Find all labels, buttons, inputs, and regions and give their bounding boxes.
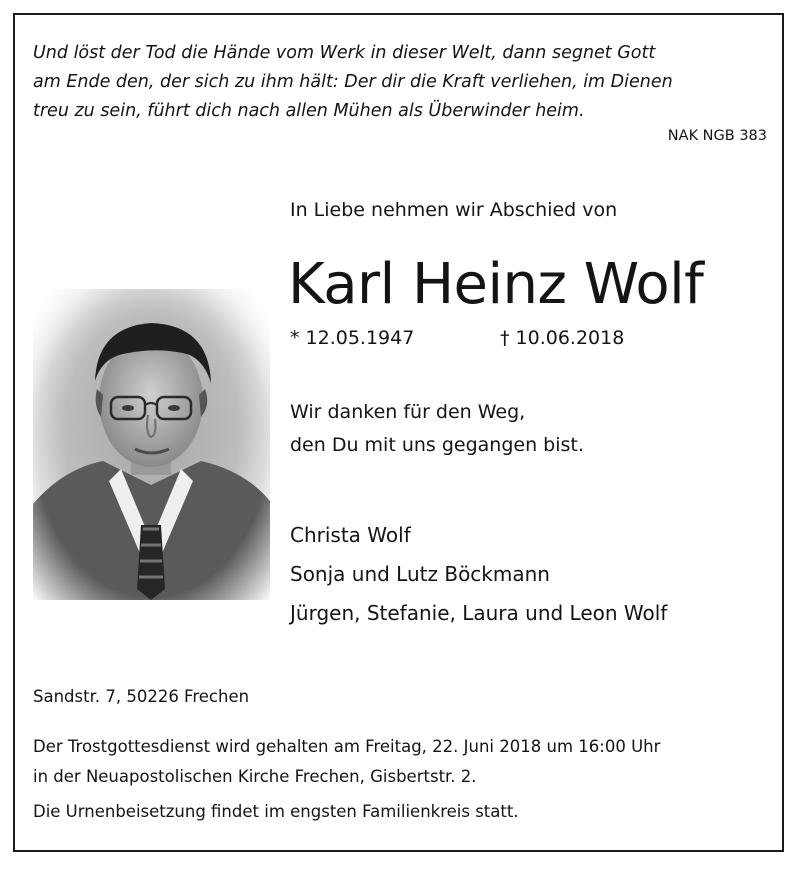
deceased-name: Karl Heinz Wolf	[288, 252, 704, 317]
birth-date: * 12.05.1947	[290, 327, 415, 349]
portrait-photo	[33, 289, 270, 600]
death-date: † 10.06.2018	[500, 327, 625, 349]
family-address: Sandstr. 7, 50226 Frechen	[33, 687, 250, 706]
mourner-name: Sonja und Lutz Böckmann	[290, 562, 550, 586]
verse-line: Und löst der Tod die Hände vom Werk in dieser Welt, dann segnet Gott	[33, 43, 656, 63]
thanks-line: Wir danken für den Weg,	[290, 401, 526, 423]
mourner-name: Christa Wolf	[290, 523, 411, 547]
verse-source: NAK NGB 383	[667, 128, 767, 144]
verse-line: am Ende den, der sich zu ihm hält: Der dir die Kraft verliehen, im Dienen	[33, 72, 673, 92]
memorial-verse	[33, 39, 773, 126]
farewell-intro: In Liebe nehmen wir Abschied von	[290, 199, 618, 221]
service-info	[33, 732, 660, 792]
thanks-text	[290, 396, 584, 462]
thanks-line: den Du mit uns gegangen bist.	[290, 434, 584, 456]
mourner-name: Jürgen, Stefanie, Laura und Leon Wolf	[290, 601, 668, 625]
service-line: in der Neuapostolischen Kirche Frechen, Gisbertstr. 2.	[33, 767, 477, 786]
mourners-list	[290, 516, 667, 633]
verse-line: treu zu sein, führt dich nach allen Mühen als Überwinder heim.	[33, 101, 585, 121]
service-line: Der Trostgottesdienst wird gehalten am Freitag, 22. Juni 2018 um 16:00 Uhr	[33, 737, 661, 756]
burial-info: Die Urnenbeisetzung findet im engsten Familienkreis statt.	[33, 802, 519, 821]
